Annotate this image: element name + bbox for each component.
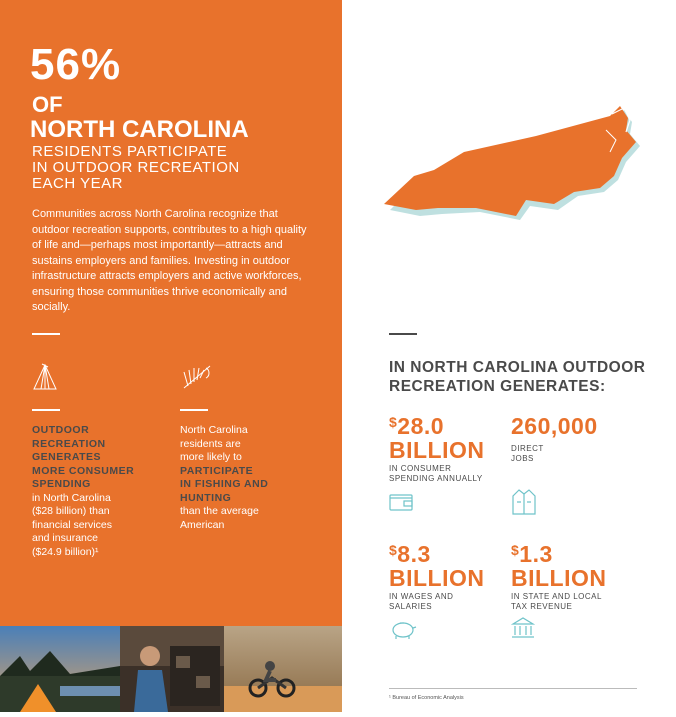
stat-line: ($28 billion) than (32, 505, 110, 517)
stat-line: in North Carolina (32, 491, 111, 504)
stat-bold-line: GENERATES (32, 451, 102, 463)
divider (32, 409, 60, 411)
stat-consumer-spending (32, 424, 152, 559)
heading-line: IN NORTH CAROLINA OUTDOOR (389, 359, 646, 376)
stat-line: residents are (180, 437, 241, 450)
generates-heading (389, 358, 645, 396)
footnote: ¹ Bureau of Economic Analysis (389, 695, 464, 701)
figure-desc: IN STATE AND LOCAL TAX REVENUE (511, 592, 602, 611)
divider (180, 409, 208, 411)
stat-bold-line: PARTICIPATE (180, 464, 254, 477)
government-building-icon (511, 616, 535, 645)
heading-line: RECREATION GENERATES: (389, 378, 606, 395)
footnote-divider (389, 688, 637, 689)
figure-desc: IN CONSUMER SPENDING ANNUALLY (389, 464, 483, 483)
figure-value: $28.0 (389, 413, 445, 439)
divider (389, 333, 417, 335)
stat-line: financial services (32, 518, 112, 531)
stat-fishing-hunting (180, 424, 310, 532)
stat-line: than the average (180, 505, 259, 517)
figure-direct-jobs (511, 414, 598, 464)
photo-strip (0, 626, 342, 712)
piggy-bank-icon (389, 618, 417, 645)
figure-desc: DIRECT JOBS (511, 444, 544, 463)
figure-unit: BILLION (389, 565, 485, 591)
stat-line: and insurance (32, 532, 98, 544)
figure-wages (389, 542, 485, 612)
figure-value: $1.3 (511, 541, 553, 567)
camping-photo (0, 626, 120, 712)
hiker-photo (120, 626, 224, 712)
stat-line: ($24.9 billion)¹ (32, 545, 99, 558)
tent-icon (30, 362, 60, 397)
stat-line: American (180, 518, 225, 531)
figure-consumer-spending (389, 414, 485, 484)
jacket-icon (511, 488, 537, 521)
subtitle-line: EACH YEAR (32, 175, 123, 192)
stat-bold-line: SPENDING (32, 478, 91, 490)
subtitle-line: IN OUTDOOR RECREATION (32, 159, 240, 176)
figure-value: $8.3 (389, 541, 431, 567)
intro-paragraph: Communities across North Carolina recognize that outdoor recreation supports, contributes to a high quality of life and—perhaps most importantly—attracts and sustains employers and families. Investing in outdoor infrastructure attracts employers and active workforces, ensuring those communities thrive economically and socially. (32, 208, 307, 313)
subtitle-line: RESIDENTS PARTICIPATE (32, 143, 228, 160)
wallet-icon (389, 492, 413, 517)
figure-value: 260,000 (511, 413, 598, 439)
stat-bold-line: OUTDOOR (32, 424, 90, 436)
headline-subtitle (32, 144, 292, 192)
stat-bold-line: MORE CONSUMER (32, 464, 135, 477)
figure-unit: BILLION (389, 437, 485, 463)
stat-line: more likely to (180, 451, 242, 463)
motocross-photo (224, 626, 342, 712)
figure-tax-revenue (511, 542, 607, 612)
headline-percent: 56% (30, 40, 122, 89)
divider (32, 333, 60, 335)
stat-bold-line: RECREATION (32, 437, 106, 450)
headline-of: OF (32, 92, 63, 117)
figure-desc: IN WAGES AND SALARIES (389, 592, 454, 611)
headline-state: NORTH CAROLINA (30, 116, 249, 143)
stat-bold-line: HUNTING (180, 491, 232, 504)
stat-bold-line: IN FISHING AND (180, 478, 269, 490)
figure-unit: BILLION (511, 565, 607, 591)
stat-line: North Carolina (180, 424, 248, 436)
north-carolina-map (380, 100, 650, 225)
fishing-lure-icon (180, 360, 214, 397)
